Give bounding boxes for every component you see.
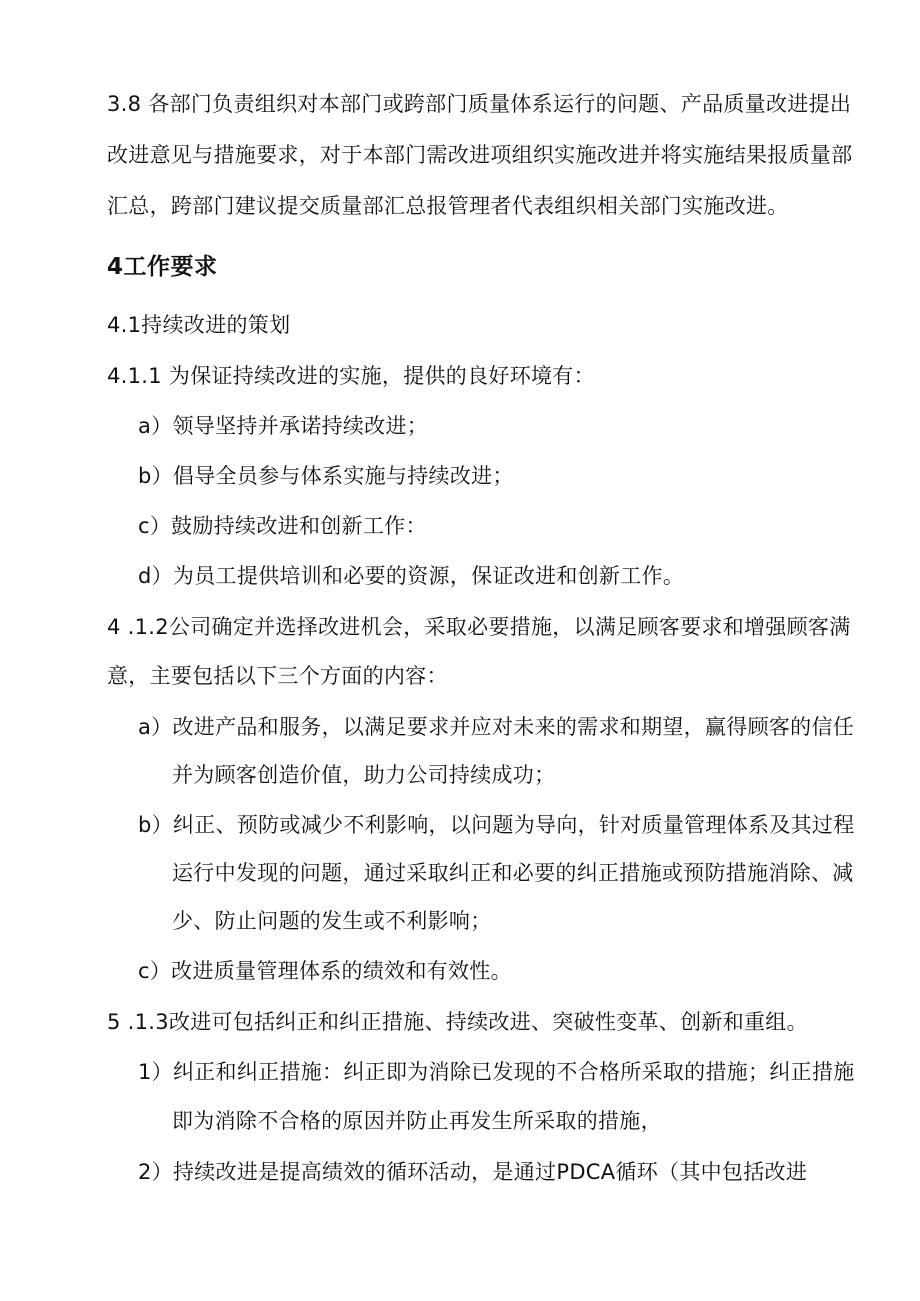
list-item-b-line-2: 运行中发现的问题，通过采取纠正和必要的纠正措施或预防措施消除、减 (172, 861, 854, 885)
paragraph-4-1-2-line-1: 4 .1.2公司确定并选择改进机会，采取必要措施，以满足顾客要求和增强顾客满 (107, 615, 851, 639)
paragraph-3-8-line-3: 汇总，跨部门建议提交质量部汇总报管理者代表组织相关部门实施改进。 (107, 194, 789, 218)
subsection-title-4-1: 4.1持续改进的策划 (107, 313, 291, 337)
list-item-c: c）鼓励持续改进和创新工作： (138, 514, 427, 538)
paragraph-3-8-line-2: 改进意见与措施要求，对于本部门需改进项组织实施改进并将实施结果报质量部 (107, 143, 853, 167)
list-item-b-line-3: 少、防止问题的发生或不利影响； (172, 909, 492, 933)
list-item-b-line-1: b）纠正、预防或减少不利影响，以问题为导向，针对质量管理体系及其过程 (138, 813, 855, 837)
paragraph-4-1-1: 4.1.1 为保证持续改进的实施，提供的良好环境有： (107, 364, 595, 388)
paragraph-4-1-3: 5 .1.3改进可包括纠正和纠正措施、持续改进、突破性变革、创新和重组。 (107, 1010, 808, 1034)
section-heading-4: 4工作要求 (107, 254, 218, 280)
list-item-c-line-1: c）改进质量管理体系的绩效和有效性。 (138, 959, 512, 983)
list-item-1-line-1: 1）纠正和纠正措施：纠正即为消除已发现的不合格所采取的措施；纠正措施 (138, 1060, 855, 1084)
list-item-a-line-2: 并为顾客创造价值，助力公司持续成功； (172, 763, 556, 787)
list-item-a-line-1: a）改进产品和服务，以满足要求并应对未来的需求和期望，赢得顾客的信任 (138, 715, 855, 739)
list-item-2-line-1: 2）持续改进是提高绩效的循环活动，是通过PDCA循环（其中包括改进 (138, 1160, 808, 1184)
paragraph-4-1-2-line-2: 意，主要包括以下三个方面的内容： (107, 664, 448, 688)
list-item-b: b）倡导全员参与体系实施与持续改进； (138, 464, 514, 488)
list-item-1-line-2: 即为消除不合格的原因并防止再发生所采取的措施， (172, 1109, 662, 1133)
list-item-d: d）为员工提供培训和必要的资源，保证改进和创新工作。 (138, 564, 685, 588)
paragraph-3-8-line-1: 3.8 各部门负责组织对本部门或跨部门质量体系运行的问题、产品质量改进提出 (107, 92, 852, 116)
list-item-a: a）领导坚持并承诺持续改进； (138, 414, 429, 438)
